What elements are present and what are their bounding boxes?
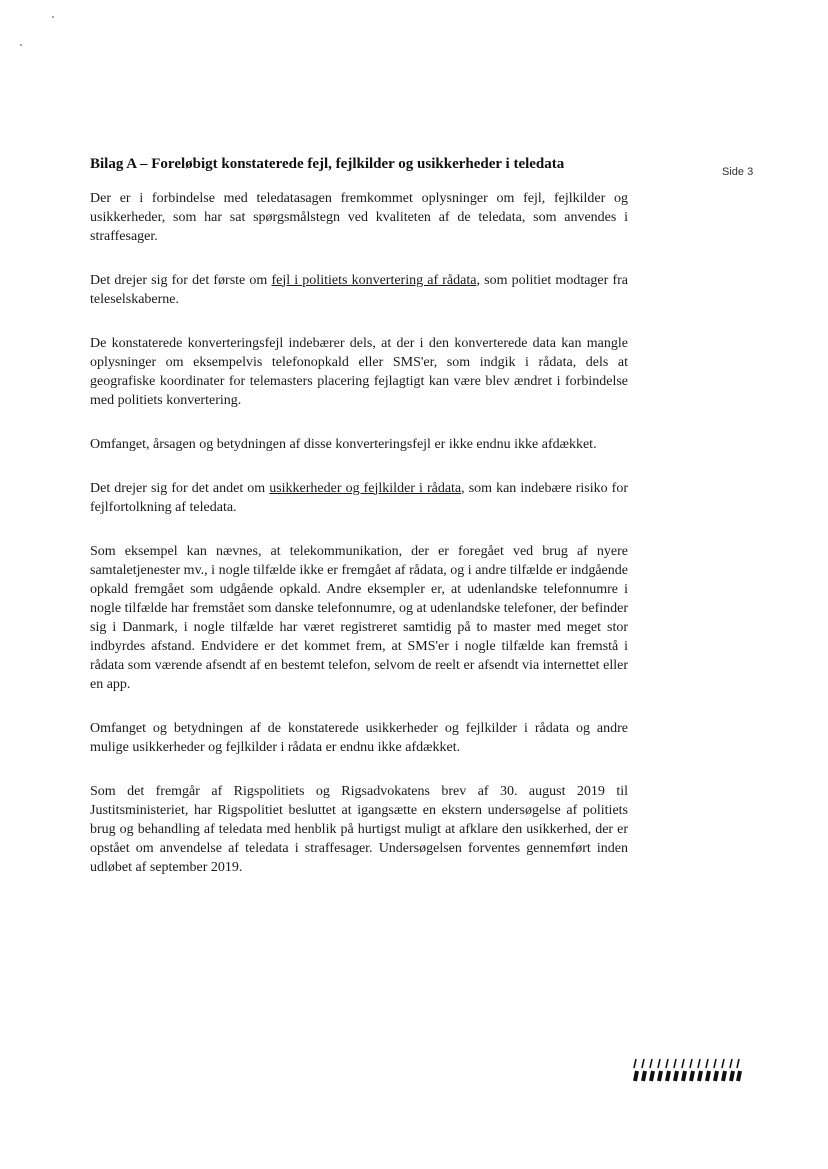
- paragraph-5-text-end: , som kan indebære risiko for fejlfortolkning af teledata.: [90, 480, 628, 515]
- scan-speck: [52, 16, 54, 18]
- paragraph-2-text: Det drejer sig for det første om: [90, 272, 272, 288]
- scan-speck: [20, 44, 22, 46]
- paragraph-7: Omfanget og betydningen af de konstaterede usikkerheder og fejlkilder i rådata og andre mulige usikkerheder og fejlkilder i rådata er endnu ikke afdækket.: [90, 720, 628, 755]
- paragraph-2-underlined: fejl i politiets konvertering af rådata: [271, 272, 477, 288]
- paragraph-2-text-end: , som politiet modtager fra teleselskaberne.: [90, 272, 628, 307]
- barcode-icon: [633, 1058, 743, 1082]
- page-number: Side 3: [722, 166, 754, 178]
- document-body: [90, 155, 628, 902]
- paragraph-6: Som eksempel kan nævnes, at telekommunikation, der er foregået ved brug af nyere samtaletjenester mv., i nogle tilfælde ikke er fremgået af rådata, og i andre tilfælde er indgående opkald fremgået som udgående opkald. Andre eksempler er, at udenlandske telefonnumre i nogle tilfælde har fremstået som danske telefonnumre, og at udenlandske telefoner, der befinder sig i Danmark, i nogle tilfælde har været registreret samtidig på to master med meget stor indbyrdes afstand. Endvidere er det kommet frem, at SMS'er i nogle tilfælde kan fremstå i rådata som værende afsendt af en bestemt telefon, selvom de reelt er afsendt via internettet eller en app.: [90, 543, 628, 692]
- paragraph-2: [90, 271, 628, 309]
- paragraph-5-underlined: usikkerheder og fejlkilder i rådata: [269, 480, 462, 496]
- paragraph-3: De konstaterede konverteringsfejl indebærer dels, at der i den konverterede data kan mangle oplysninger om eksempelvis telefonopkald eller SMS'er, som indgik i rådata, dels at geografiske koordinater for telemasters placering fejlagtigt kan være blev ændret i forbindelse med politiets konvertering.: [90, 335, 628, 408]
- paragraph-4: Omfanget, årsagen og betydningen af disse konverteringsfejl er ikke endnu ikke afdækket.: [90, 436, 597, 452]
- paragraph-5-text: Det drejer sig for det andet om: [90, 480, 270, 496]
- paragraph-5: [90, 479, 628, 517]
- paragraph-8: Som det fremgår af Rigspolitiets og Rigsadvokatens brev af 30. august 2019 til Justitsministeriet, har Rigspolitiet besluttet at igangsætte en ekstern undersøgelse af politiets brug og behandling af teledata med henblik på hurtigst muligt at afklare den usikkerhed, der er opstået om anvendelse af teledata i straffesager. Undersøgelsen forventes gennemført inden udløbet af september 2019.: [90, 783, 628, 875]
- paragraph-1: Der er i forbindelse med teledatasagen fremkommet oplysninger om fejl, fejlkilder og usikkerheder, som har sat spørgsmålstegn ved kvaliteten af de teledata, som anvendes i straffesager.: [90, 190, 628, 244]
- page-title: Bilag A – Foreløbigt konstaterede fejl, fejlkilder og usikkerheder i teledata: [90, 156, 565, 172]
